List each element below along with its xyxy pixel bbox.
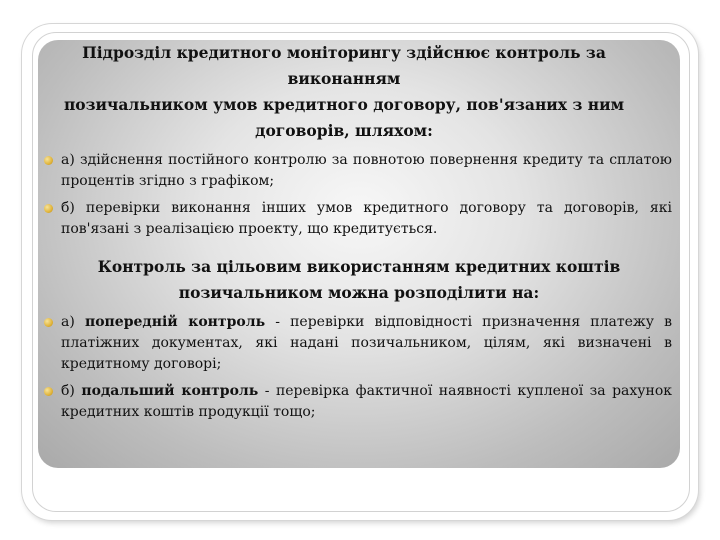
section1-heading (34, 40, 680, 144)
list-item (38, 312, 680, 375)
section2-heading-line1: Контроль за цільовим використанням кредитних коштів (97, 257, 621, 276)
list-item (38, 198, 680, 240)
section2-heading (38, 254, 680, 306)
list-item (38, 381, 680, 423)
bullet-icon (44, 204, 53, 213)
list-item-text: - перевірки відповідності призначення платежу в платіжних документах, які надані позичальником, цілям, які визначені в кредитному договорі; (61, 314, 673, 372)
list-item-text: - перевірка фактичної наявності купленої за рахунок кредитних коштів продукції тощо; (61, 383, 673, 420)
section2-heading-line2: позичальником можна розподілити на: (178, 283, 540, 302)
slide-content (38, 40, 680, 429)
section1-heading-line3: договорів, шляхом: (255, 121, 433, 140)
section1-heading-line2: позичальником умов кредитного договору, пов'язаних з ним (63, 95, 625, 114)
list-item-prefix: б) (61, 383, 82, 399)
section1-list (38, 150, 680, 240)
bullet-icon (44, 156, 53, 165)
section2-list (38, 312, 680, 423)
section1-heading-line1: Підрозділ кредитного моніторингу здійснює контроль за виконанням (82, 43, 606, 88)
bullet-icon (44, 387, 53, 396)
list-item-bold-term: попередній контроль (84, 314, 266, 330)
list-item-text: а) здійснення постійного контролю за повнотою повернення кредиту та сплатою процентів згідно з графіком; (61, 152, 672, 189)
list-item-prefix: а) (61, 314, 85, 330)
list-item-bold-term: подальший контроль (81, 383, 259, 399)
list-item-text: б) перевірки виконання інших умов кредитного договору та договорів, які пов'язані з реалізацією проекту, що кредитується. (61, 200, 672, 237)
bullet-icon (44, 318, 53, 327)
list-item (38, 150, 680, 192)
